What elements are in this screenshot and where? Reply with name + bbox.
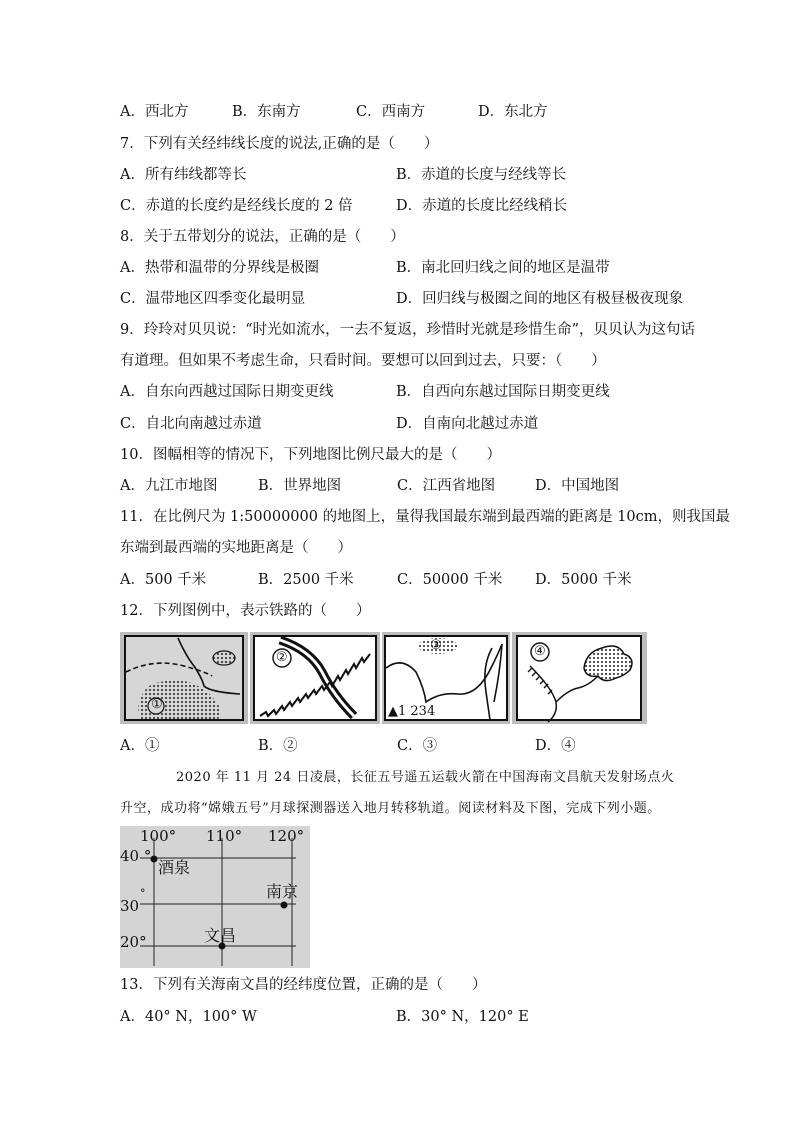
option-a: A．40° N，100° W xyxy=(120,1009,257,1025)
elevation-label: ▲1 234 xyxy=(388,704,436,719)
option-a: A．九江市地图 xyxy=(120,478,218,494)
latitude-label: 30 xyxy=(120,897,140,915)
place-jiuquan: 酒泉 xyxy=(158,858,191,877)
option-d: D．东北方 xyxy=(478,104,548,120)
option-b: B．2500 千米 xyxy=(258,572,354,588)
option-b: B．② xyxy=(258,738,298,754)
question-7-stem: 7．下列有关经纬线长度的说法,正确的是（ ） xyxy=(120,136,439,152)
option-c: C．③ xyxy=(397,738,438,754)
option-a: A．热带和温带的分界线是极圈 xyxy=(120,260,319,276)
option-d: D．中国地图 xyxy=(535,478,620,494)
nanjing-point xyxy=(281,902,288,909)
option-b: B．南北回归线之间的地区是温带 xyxy=(396,260,610,276)
longitude-label: 100° xyxy=(140,827,177,845)
latitude-label: 40 ° xyxy=(120,847,152,865)
option-d: D．④ xyxy=(535,738,576,754)
question-13-stem: 13．下列有关海南文昌的经纬度位置，正确的是（ ） xyxy=(120,977,487,993)
option-a: A．西北方 xyxy=(120,104,189,120)
longitude-label: 120° xyxy=(268,827,305,845)
option-c: C．江西省地图 xyxy=(397,478,496,494)
legend-figure-1 xyxy=(120,632,248,724)
option-b: B．自西向东越过国际日期变更线 xyxy=(396,384,610,400)
latitude-label: ° xyxy=(140,887,146,900)
option-a: A．所有纬线都等长 xyxy=(120,167,247,183)
legend-figure-4 xyxy=(512,632,647,724)
option-d: D．5000 千米 xyxy=(535,572,632,588)
option-d: D．自南向北越过赤道 xyxy=(396,416,539,432)
passage-text: 2020 年 11 月 24 日凌晨，长征五号遥五运载火箭在中国海南文昌航天发射场点火 xyxy=(176,770,675,785)
option-c: C．西南方 xyxy=(356,104,426,120)
option-c: C．赤道的长度约是经线长度的 2 倍 xyxy=(120,198,353,214)
question-11-stem-cont: 东端到最西端的实地距离是（ ） xyxy=(120,540,352,556)
legend-number: ① xyxy=(151,697,163,712)
legend-figure-3 xyxy=(382,632,510,724)
place-wenchang: 文昌 xyxy=(204,926,237,945)
option-b: B．东南方 xyxy=(232,104,301,120)
question-8-stem: 8．关于五带划分的说法，正确的是（ ） xyxy=(120,229,405,245)
option-a: A．500 千米 xyxy=(120,572,207,588)
longitude-label: 110° xyxy=(206,827,243,845)
legend-number: ② xyxy=(276,650,288,665)
question-11-stem: 11．在比例尺为 1:50000000 的地图上，量得我国最东端到最西端的距离是 10cm，则我国最 xyxy=(120,509,731,525)
option-b: B．世界地图 xyxy=(258,478,342,494)
option-a: A．自东向西越过国际日期变更线 xyxy=(120,384,334,400)
passage-text-cont: 升空，成功将“嫦娥五号”月球探测器送入地月转移轨道。阅读材料及下图，完成下列小题。 xyxy=(120,801,661,816)
option-d: D．回归线与极圈之间的地区有极昼极夜现象 xyxy=(396,291,684,307)
jiuquan-point xyxy=(151,856,158,863)
option-b: B．30° N，120° E xyxy=(396,1009,529,1025)
option-b: B．赤道的长度与经线等长 xyxy=(396,167,567,183)
option-c: C．自北向南越过赤道 xyxy=(120,416,262,432)
option-a: A．① xyxy=(120,738,160,754)
question-9-stem: 9．玲玲对贝贝说：“时光如流水，一去不复返，珍惜时光就是珍惜生命”，贝贝认为这句话 xyxy=(120,322,696,338)
place-nanjing: 南京 xyxy=(266,882,299,901)
lat-lon-map xyxy=(120,826,310,968)
legend-number: ③ xyxy=(430,638,442,653)
option-c: C．温带地区四季变化最明显 xyxy=(120,291,306,307)
question-12-stem: 12．下列图例中，表示铁路的（ ） xyxy=(120,603,371,619)
question-9-stem-cont: 有道理。但如果不考虑生命，只看时间。要想可以回到过去，只要：（ ） xyxy=(120,353,606,369)
question-10-stem: 10．图幅相等的情况下，下列地图比例尺最大的是（ ） xyxy=(120,447,501,463)
legend-figure-2 xyxy=(250,632,380,724)
option-c: C．50000 千米 xyxy=(397,572,503,588)
latitude-label: 20° xyxy=(120,933,147,951)
legend-number: ④ xyxy=(534,644,546,659)
option-d: D．赤道的长度比经线稍长 xyxy=(396,198,568,214)
